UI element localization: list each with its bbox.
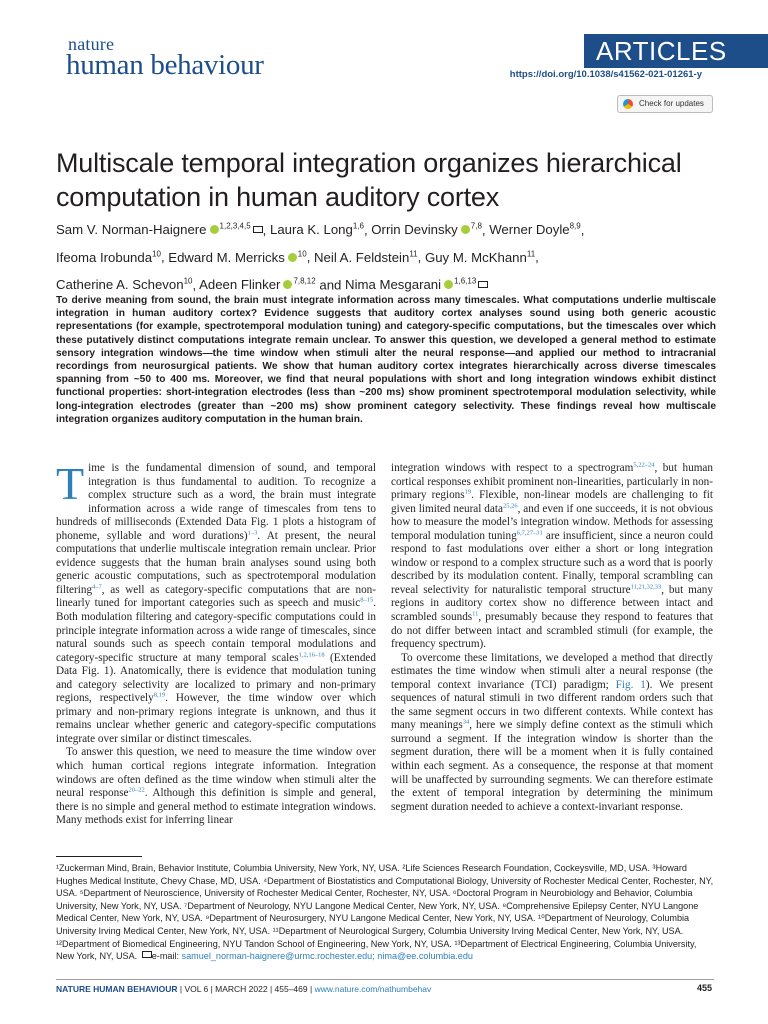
email-prefix: e-mail: (151, 951, 182, 962)
author[interactable] (425, 250, 535, 265)
check-for-updates-label: Check for updates (639, 99, 704, 108)
author-separator: and (315, 277, 346, 293)
orcid-icon[interactable] (288, 253, 297, 262)
author-name: Edward M. Merricks (168, 249, 285, 265)
body-text: , presumably because they respond to features that do not differ between intact and scrambled stimuli (for example, the frequency spectrum). (391, 611, 713, 651)
email-icon[interactable] (253, 226, 263, 233)
author-name: Sam V. Norman-Haignere (56, 222, 207, 238)
paragraph (391, 462, 713, 652)
drop-cap: T (56, 458, 85, 509)
affiliation-text: ¹Zuckerman Mind, Brain, Behavior Institute, Columbia University, New York, NY, USA. ²Life Sciences Research Foundation, Cockeysville, MD, USA. ³Howard Hughes Medical Institute, Chevy Chase, MD, USA. ⁴Department of Biostatistics and Computational Biology, University of Rochester Medical Center, Rochester, NY, USA. ⁵Department of Neuroscience, University of Rochester Medical Center, Rochester, NY, USA. ⁶Doctoral Program in Neurobiology and Behavior, Columbia University, New York, NY, USA. ⁷Department of Neurology, NYU Langone Medical Center, New York, NY, USA. ⁸Comprehensive Epilepsy Center, NYU Langone Medical Center, New York, NY, USA. ⁹Department of Neurosurgery, NYU Langone Medical Center, New York, NY, USA. ¹⁰Department of Neurology, Columbia University Irving Medical Center, New York, NY, USA. ¹¹Department of Neurological Surgery, Columbia University Irving Medical Center, New York, NY, USA. ¹²Department of Biomedical Engineering, NYU Tandon School of Engineering, New York, NY, USA. ¹³Department of Electrical Engineering, Columbia University, New York, NY, USA. (56, 863, 714, 962)
author-list (56, 215, 716, 297)
paragraph (56, 458, 377, 746)
author-name: Orrin Devinsky (371, 222, 458, 238)
body-text: . Flexible, non-linear models are challenging to fit given limited neural data (391, 489, 713, 515)
reference-citation[interactable]: 11,21,32,33 (630, 583, 662, 591)
footer-journal: NATURE HUMAN BEHAVIOUR (56, 984, 178, 994)
body-text: , but many regions in auditory cortex show no difference between intact and scrambled sounds (391, 583, 713, 624)
author-name: Adeen Flinker (199, 277, 281, 293)
email-links[interactable]: samuel_norman-haignere@urmc.rochester.edu; nima@ee.columbia.edu (181, 951, 473, 962)
author-separator: , (262, 222, 270, 238)
author[interactable] (56, 222, 263, 237)
reference-citation[interactable]: 19 (464, 488, 472, 496)
reference-citation[interactable]: 5,22–24 (633, 461, 655, 469)
body-text: . At present, the neural computations that underlie multiscale integration remain unclear. Prior evidence suggests that the human brain analyses sound using both generic acoustic computations, such as spectrotemporal modulation filtering (56, 529, 377, 596)
reference-citation[interactable]: 25,26 (502, 501, 518, 509)
masthead (0, 0, 768, 100)
author-separator: , (160, 249, 169, 265)
reference-citation[interactable]: 8–15 (360, 596, 374, 604)
affiliations (56, 862, 716, 963)
reference-citation[interactable]: 6,7,27–31 (516, 529, 543, 536)
reference-citation[interactable]: 20–22 (128, 786, 145, 794)
body-text: (Extended Data Fig. 1). Anatomically, there is evidence that modulation tuning and category selectivity are localized to primary and non-primary regions, respectively (56, 651, 376, 705)
email-icon[interactable] (478, 281, 488, 288)
journal-logo-large[interactable]: human behaviour (66, 49, 264, 81)
orcid-icon[interactable] (444, 280, 453, 289)
body-text: , and even if one succeeds, it is not obvious how to measure the model’s integration window. Methods for assessing temporal modulation tuning (391, 502, 714, 542)
author[interactable] (168, 250, 306, 265)
author-affiliation-numbers: 1,6,13 (454, 276, 477, 286)
author-separator: , (417, 249, 425, 265)
author-separator: , (580, 222, 585, 238)
author-affiliation-numbers: 7,8 (470, 222, 482, 231)
author[interactable] (345, 277, 488, 292)
paragraph (391, 652, 713, 815)
author[interactable] (56, 277, 192, 292)
author-name: Neil A. Feldstein (314, 249, 410, 265)
crossmark-icon (623, 99, 633, 109)
author-name: Ifeoma Irobunda (56, 249, 153, 265)
body-text: are insufficient, since a neuron could respond to fast modulations over either a short or long integration window or respond to a complex structure such as a word that is poorly described by its modulation content. Finally, temporal scrambling can reveal selectivity for naturalistic temporal structure (391, 529, 713, 596)
body-text: . Both modulation filtering and category-specific computations could in principle integrate information across a wide range of timescales, since natural sounds such as speech contain temporal modulations and category-specific structure at many temporal scales (56, 597, 376, 664)
author[interactable] (270, 222, 364, 237)
article-title: Multiscale temporal integration organizes hierarchical computation in human auditory cortex (56, 148, 682, 213)
check-for-updates-button[interactable] (617, 95, 713, 113)
section-banner (584, 34, 768, 68)
body-text: , as well as category-specific computations that are non-linearly tuned for important categories such as speech and music (56, 583, 376, 610)
body-text: . However, the time window over which primary and non-primary regions integrate is unknown, and thus it remains unclear whether generic and category-specific computations integrate over similar or distinct timescales. (56, 692, 377, 745)
author[interactable] (371, 222, 482, 237)
author-affiliation-numbers: 8,9 (569, 222, 581, 231)
reference-citation[interactable]: 4–7 (92, 583, 102, 591)
body-text: ime is the fundamental dimension of sound, and temporal integration is thus fundamental to audition. To recognize a complex structure such as a word, the brain must integrate information across a wide range of timescales from tens to hundreds of milliseconds (Extended Data Fig. 1 plots a histogram of phoneme, syllable and word durations) (56, 462, 376, 542)
journal-logo-small: nature (68, 34, 115, 54)
section-label: ARTICLES (596, 36, 727, 66)
reference-citation[interactable]: 11 (472, 610, 479, 618)
author-name: Laura K. Long (269, 222, 353, 238)
footer-volume: | VOL 6 | MARCH 2022 | 455–469 | (177, 984, 315, 994)
author[interactable] (314, 250, 418, 265)
author-affiliation-numbers: 11 (409, 249, 418, 259)
reference-citation[interactable]: 8,19 (153, 691, 166, 699)
author-name: Catherine A. Schevon (56, 277, 184, 293)
body-column-left (56, 458, 377, 828)
doi-link[interactable]: https://doi.org/10.1038/s41562-021-01261-y (509, 69, 702, 80)
orcid-icon[interactable] (210, 225, 219, 234)
author-separator: , (363, 222, 372, 238)
paragraph (56, 746, 376, 827)
body-column-right (391, 462, 713, 814)
email-icon (142, 951, 152, 958)
author-name: Werner Doyle (489, 222, 570, 238)
author-affiliation-numbers: 1,6 (352, 222, 364, 231)
author-affiliation-numbers: 10 (183, 276, 193, 286)
abstract: To derive meaning from sound, the brain must integrate information across many timescales. What computations underlie multiscale integration in human auditory cortex? Evidence suggests that auditory cortex analyses sound using both generic acoustic representations (for example, spectrotemporal modulation tuning) and category-specific computations, but the timescales over which these putatively distinct computations integrate remain unclear. To answer this question, we developed a general method to estimate sensory integration windows—the time window when stimuli alter the neural response—and applied our method to intracranial recordings from neurosurgical patients. We show that human auditory cortex integrates hierarchically across diverse timescales spanning from ~50 to 400 ms. Moreover, we find that neural populations with short and long integration windows exhibit distinct functional properties: short-integration electrodes (less than ~200 ms) show prominent spectrotemporal modulation selectivity, while long-integration electrodes (greater than ~200 ms) show prominent category selectivity. These findings reveal how multiscale integration organizes auditory computation in the human brain. (56, 295, 716, 425)
body-text: ). We present sequences of natural stimuli in two different random orders such that the same segment occurs in two different contexts. While context has many meanings (391, 678, 713, 732)
author-separator: , (306, 249, 315, 265)
figure-link[interactable]: Fig. 1 (615, 678, 646, 691)
body-text: , here we simply define context as the stimuli which surround a segment. If the integration window is shorter than the segment duration, there will be a moment when it is fully contained within each segment. As a consequence, the response at that moment will be unaffected by surrounding segments. We can therefore estimate the extent of temporal integration by determining the minimum segment duration needed to achieve a context-invariant response. (391, 719, 714, 813)
author-separator: , (481, 222, 490, 238)
author-affiliation-numbers: 10 (152, 249, 161, 259)
author-affiliation-numbers: 1,2,3,4,5 (219, 222, 251, 231)
reference-citation[interactable]: 1–3 (247, 529, 258, 536)
author[interactable] (56, 250, 161, 265)
orcid-icon[interactable] (283, 280, 292, 289)
page-number: 455 (696, 983, 712, 993)
body-text: To answer this question, we need to measure the time window over which human cortical regions integrate information. Integration windows are often defined as the time window when stimuli alter the neural response (56, 746, 376, 800)
author[interactable] (199, 277, 316, 292)
body-text: . Although this definition is simple and general, there is no simple and general method to estimate integration windows. Many methods exist for inferring linear (56, 787, 376, 827)
body-text: integration windows with respect to a spectrogram (391, 462, 634, 474)
author-name: Nima Mesgarani (345, 277, 442, 293)
reference-citation[interactable]: 1,2,16–18 (298, 650, 325, 658)
author-affiliation-numbers: 7,8,12 (293, 276, 316, 286)
author-affiliation-numbers: 10 (297, 249, 307, 259)
footer-url[interactable]: www.nature.com/nathumbehav (314, 984, 432, 994)
author-separator: , (192, 277, 200, 293)
orcid-icon[interactable] (461, 225, 470, 234)
body-text: , but human cortical responses exhibit prominent non-linearities, particularly in non-primary regions (391, 462, 713, 502)
footer-divider (56, 979, 714, 980)
reference-citation[interactable]: 34 (462, 718, 470, 726)
author[interactable] (489, 222, 581, 237)
affiliation-divider (56, 856, 142, 857)
author-affiliation-numbers: 11 (526, 249, 536, 259)
author-name: Guy M. McKhann (424, 249, 527, 265)
author-separator: , (535, 249, 539, 265)
running-footer (56, 984, 431, 994)
body-text: To overcome these limitations, we developed a method that directly estimates the time window when stimuli alter a neural response (the temporal context invariance (TCI) paradigm; (391, 651, 713, 691)
